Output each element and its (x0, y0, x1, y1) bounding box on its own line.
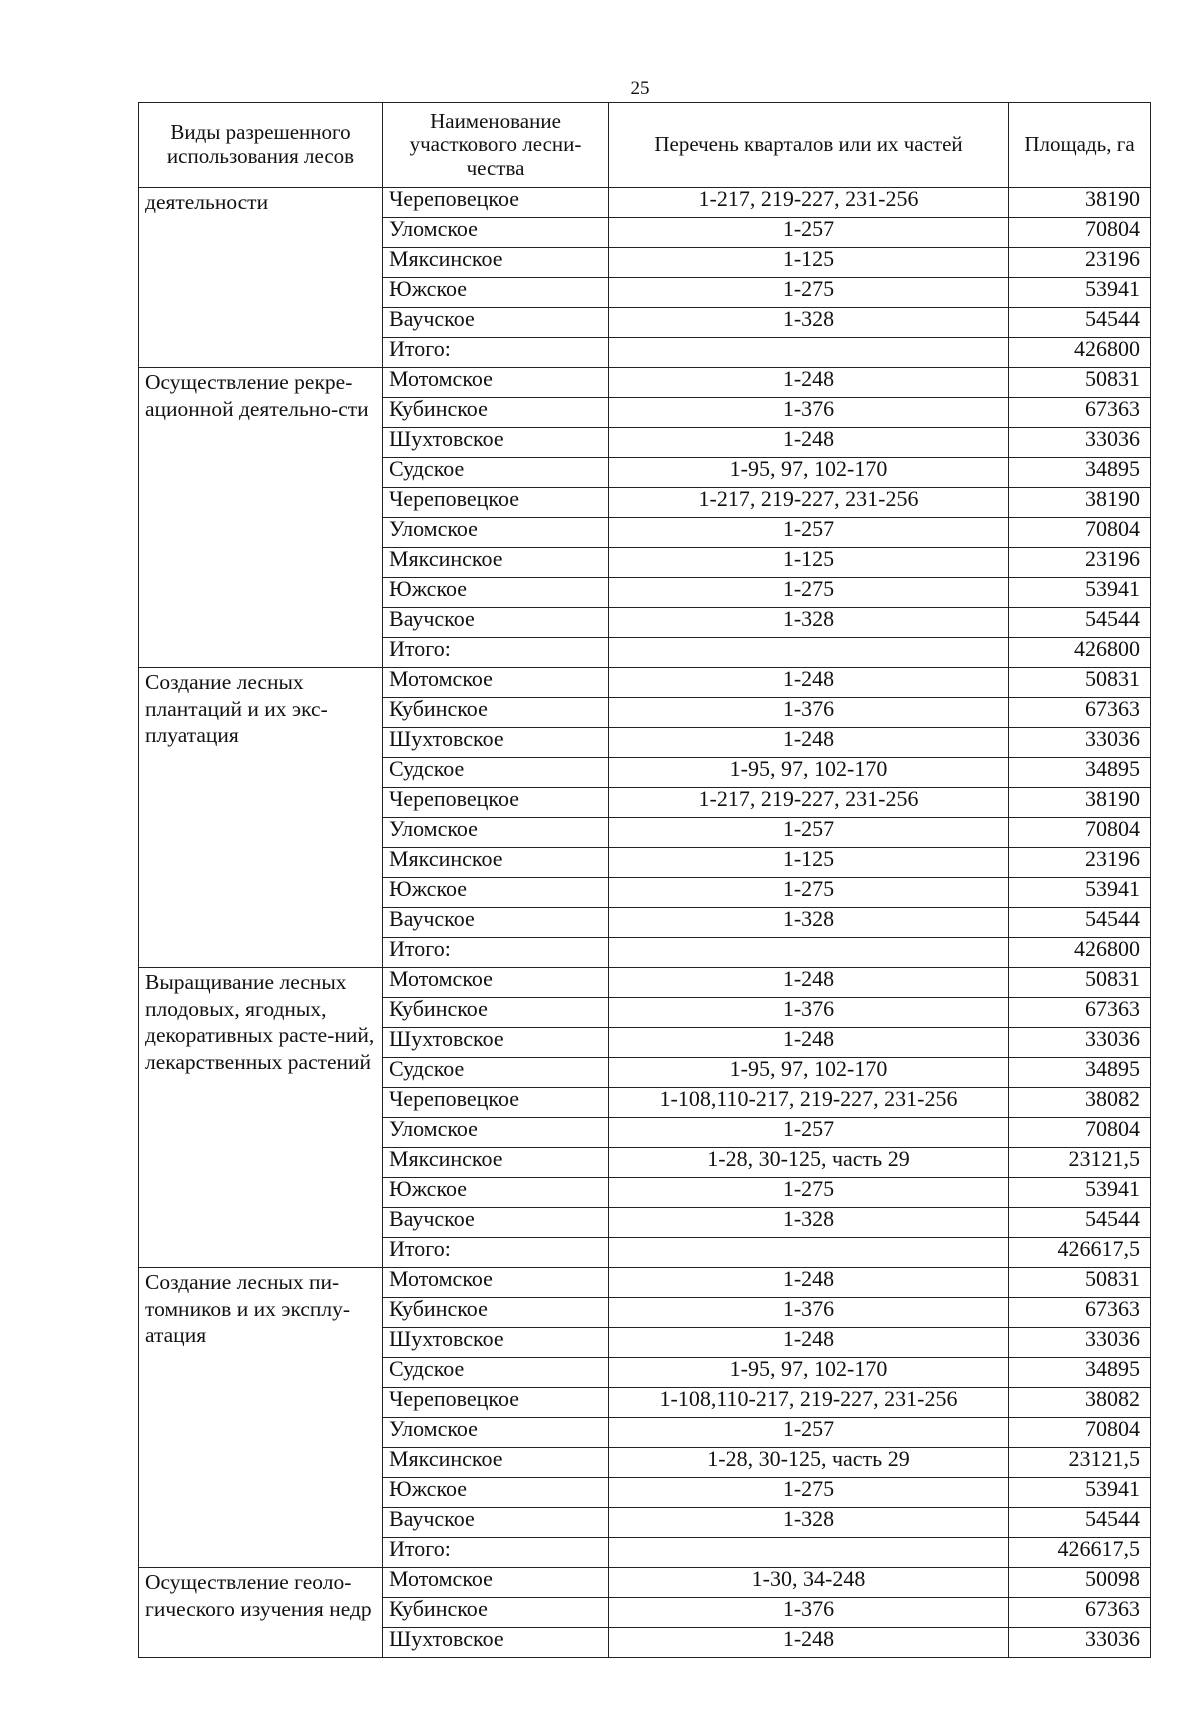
area-cell: 33036 (1009, 1628, 1151, 1658)
quarters-cell: 1-376 (609, 398, 1009, 428)
area-cell: 54544 (1009, 1508, 1151, 1538)
forestry-cell: Череповецкое (383, 1088, 609, 1118)
quarters-cell (609, 938, 1009, 968)
quarters-cell: 1-257 (609, 518, 1009, 548)
area-cell: 34895 (1009, 758, 1151, 788)
area-cell: 50831 (1009, 1268, 1151, 1298)
quarters-cell: 1-28, 30-125, часть 29 (609, 1148, 1009, 1178)
quarters-cell: 1-257 (609, 1418, 1009, 1448)
quarters-cell: 1-248 (609, 1268, 1009, 1298)
quarters-cell: 1-248 (609, 1328, 1009, 1358)
quarters-cell (609, 338, 1009, 368)
forestry-cell: Шухтовское (383, 728, 609, 758)
area-cell: 23196 (1009, 548, 1151, 578)
forestry-cell: Уломское (383, 1118, 609, 1148)
page-number: 25 (630, 78, 650, 99)
area-cell: 33036 (1009, 1028, 1151, 1058)
quarters-cell: 1-257 (609, 818, 1009, 848)
forestry-cell: Кубинское (383, 1298, 609, 1328)
header-use-type: Виды разрешенного использования лесов (139, 103, 383, 188)
quarters-cell: 1-248 (609, 428, 1009, 458)
quarters-cell: 1-217, 219-227, 231-256 (609, 788, 1009, 818)
quarters-cell: 1-95, 97, 102-170 (609, 758, 1009, 788)
quarters-cell: 1-217, 219-227, 231-256 (609, 188, 1009, 218)
area-cell: 33036 (1009, 1328, 1151, 1358)
area-cell: 38190 (1009, 488, 1151, 518)
area-cell: 34895 (1009, 1358, 1151, 1388)
forestry-cell: Южское (383, 578, 609, 608)
forestry-cell: Мотомское (383, 668, 609, 698)
forestry-cell: Череповецкое (383, 188, 609, 218)
area-cell: 38190 (1009, 788, 1151, 818)
use-type-cell: Создание лесных пи-томников и их эксплу-атация (139, 1268, 383, 1568)
quarters-cell: 1-328 (609, 1508, 1009, 1538)
forestry-cell: Череповецкое (383, 1388, 609, 1418)
forestry-cell: Шухтовское (383, 428, 609, 458)
forestry-cell: Итого: (383, 338, 609, 368)
forestry-cell: Мотомское (383, 1568, 609, 1598)
quarters-cell: 1-275 (609, 878, 1009, 908)
quarters-cell: 1-30, 34-248 (609, 1568, 1009, 1598)
area-cell: 53941 (1009, 1478, 1151, 1508)
area-cell: 38082 (1009, 1088, 1151, 1118)
forestry-cell: Ваучское (383, 308, 609, 338)
forestry-cell: Шухтовское (383, 1628, 609, 1658)
forestry-cell: Шухтовское (383, 1328, 609, 1358)
forestry-cell: Ваучское (383, 608, 609, 638)
forestry-cell: Итого: (383, 938, 609, 968)
forestry-cell: Мяксинское (383, 1148, 609, 1178)
area-cell: 53941 (1009, 878, 1151, 908)
use-type-cell: Создание лесных плантаций и их экс-плуатация (139, 668, 383, 968)
forestry-cell: Кубинское (383, 998, 609, 1028)
forestry-cell: Мотомское (383, 968, 609, 998)
quarters-cell: 1-248 (609, 668, 1009, 698)
quarters-cell: 1-257 (609, 218, 1009, 248)
area-cell: 53941 (1009, 278, 1151, 308)
quarters-cell (609, 1238, 1009, 1268)
area-cell: 426617,5 (1009, 1538, 1151, 1568)
quarters-cell: 1-108,110-217, 219-227, 231-256 (609, 1088, 1009, 1118)
header-quarters: Перечень кварталов или их частей (609, 103, 1009, 188)
forestry-cell: Уломское (383, 518, 609, 548)
quarters-cell: 1-248 (609, 368, 1009, 398)
area-cell: 54544 (1009, 608, 1151, 638)
area-cell: 23121,5 (1009, 1448, 1151, 1478)
forestry-cell: Череповецкое (383, 788, 609, 818)
forestry-cell: Итого: (383, 1238, 609, 1268)
forestry-cell: Итого: (383, 638, 609, 668)
area-cell: 23196 (1009, 248, 1151, 278)
forestry-cell: Ваучское (383, 1508, 609, 1538)
area-cell: 54544 (1009, 1208, 1151, 1238)
quarters-cell: 1-248 (609, 728, 1009, 758)
forestry-cell: Мяксинское (383, 548, 609, 578)
area-cell: 53941 (1009, 578, 1151, 608)
quarters-cell: 1-28, 30-125, часть 29 (609, 1448, 1009, 1478)
quarters-cell: 1-217, 219-227, 231-256 (609, 488, 1009, 518)
quarters-cell: 1-376 (609, 698, 1009, 728)
use-type-cell: Осуществление рекре-ационной деятельно-сти (139, 368, 383, 668)
area-cell: 70804 (1009, 1418, 1151, 1448)
quarters-cell: 1-95, 97, 102-170 (609, 1058, 1009, 1088)
quarters-cell: 1-248 (609, 968, 1009, 998)
forestry-cell: Мяксинское (383, 1448, 609, 1478)
area-cell: 70804 (1009, 1118, 1151, 1148)
area-cell: 67363 (1009, 998, 1151, 1028)
forestry-cell: Южское (383, 878, 609, 908)
quarters-cell: 1-328 (609, 908, 1009, 938)
quarters-cell: 1-328 (609, 608, 1009, 638)
table-row (139, 368, 1151, 398)
forestry-cell: Ваучское (383, 908, 609, 938)
area-cell: 54544 (1009, 308, 1151, 338)
area-cell: 23121,5 (1009, 1148, 1151, 1178)
area-cell: 426800 (1009, 638, 1151, 668)
quarters-cell: 1-95, 97, 102-170 (609, 1358, 1009, 1388)
area-cell: 33036 (1009, 428, 1151, 458)
forestry-cell: Уломское (383, 1418, 609, 1448)
area-cell: 34895 (1009, 458, 1151, 488)
use-type-cell: Осуществление геоло-гического изучения недр (139, 1568, 383, 1658)
quarters-cell: 1-95, 97, 102-170 (609, 458, 1009, 488)
area-cell: 23196 (1009, 848, 1151, 878)
table-row (139, 188, 1151, 218)
area-cell: 50098 (1009, 1568, 1151, 1598)
forestry-cell: Ваучское (383, 1208, 609, 1238)
area-cell: 54544 (1009, 908, 1151, 938)
area-cell: 50831 (1009, 668, 1151, 698)
table-row (139, 668, 1151, 698)
quarters-cell: 1-275 (609, 278, 1009, 308)
forestry-cell: Мяксинское (383, 848, 609, 878)
forestry-cell: Мотомское (383, 368, 609, 398)
quarters-cell: 1-275 (609, 1478, 1009, 1508)
table-row (139, 1268, 1151, 1298)
forestry-cell: Судское (383, 1358, 609, 1388)
quarters-cell: 1-248 (609, 1028, 1009, 1058)
quarters-cell: 1-125 (609, 848, 1009, 878)
area-cell: 67363 (1009, 398, 1151, 428)
forestry-cell: Кубинское (383, 398, 609, 428)
quarters-cell: 1-248 (609, 1628, 1009, 1658)
area-cell: 38082 (1009, 1388, 1151, 1418)
quarters-cell: 1-376 (609, 1598, 1009, 1628)
quarters-cell: 1-275 (609, 1178, 1009, 1208)
table-header-row (139, 103, 1151, 188)
area-cell: 38190 (1009, 188, 1151, 218)
forestry-cell: Южское (383, 1178, 609, 1208)
quarters-cell: 1-376 (609, 1298, 1009, 1328)
quarters-cell: 1-328 (609, 1208, 1009, 1238)
area-cell: 50831 (1009, 968, 1151, 998)
header-area: Площадь, га (1009, 103, 1151, 188)
forestry-cell: Уломское (383, 818, 609, 848)
table-row (139, 968, 1151, 998)
forestry-cell: Итого: (383, 1538, 609, 1568)
forestry-cell: Судское (383, 758, 609, 788)
use-type-cell: Выращивание лесных плодовых, ягодных, декоративных расте-ний, лекарственных растений (139, 968, 383, 1268)
quarters-cell: 1-275 (609, 578, 1009, 608)
forestry-cell: Уломское (383, 218, 609, 248)
quarters-cell: 1-125 (609, 248, 1009, 278)
area-cell: 67363 (1009, 698, 1151, 728)
forestry-cell: Южское (383, 1478, 609, 1508)
table-row (139, 1568, 1151, 1598)
area-cell: 426617,5 (1009, 1238, 1151, 1268)
forestry-cell: Мотомское (383, 1268, 609, 1298)
table-body (139, 188, 1151, 1658)
header-forestry: Наименование участкового лесни-чества (383, 103, 609, 188)
quarters-cell (609, 1538, 1009, 1568)
area-cell: 53941 (1009, 1178, 1151, 1208)
area-cell: 33036 (1009, 728, 1151, 758)
forestry-cell: Череповецкое (383, 488, 609, 518)
forestry-cell: Мяксинское (383, 248, 609, 278)
forestry-cell: Судское (383, 458, 609, 488)
area-cell: 34895 (1009, 1058, 1151, 1088)
area-cell: 70804 (1009, 518, 1151, 548)
forestry-cell: Кубинское (383, 1598, 609, 1628)
area-cell: 426800 (1009, 338, 1151, 368)
quarters-cell: 1-257 (609, 1118, 1009, 1148)
area-cell: 67363 (1009, 1298, 1151, 1328)
area-cell: 67363 (1009, 1598, 1151, 1628)
area-cell: 50831 (1009, 368, 1151, 398)
forestry-cell: Судское (383, 1058, 609, 1088)
forestry-cell: Кубинское (383, 698, 609, 728)
quarters-cell: 1-108,110-217, 219-227, 231-256 (609, 1388, 1009, 1418)
area-cell: 426800 (1009, 938, 1151, 968)
quarters-cell: 1-376 (609, 998, 1009, 1028)
forestry-cell: Южское (383, 278, 609, 308)
use-type-cell: деятельности (139, 188, 383, 368)
quarters-cell: 1-328 (609, 308, 1009, 338)
forestry-cell: Шухтовское (383, 1028, 609, 1058)
quarters-cell: 1-125 (609, 548, 1009, 578)
quarters-cell (609, 638, 1009, 668)
area-cell: 70804 (1009, 818, 1151, 848)
area-cell: 70804 (1009, 218, 1151, 248)
forest-use-table (138, 102, 1151, 1658)
